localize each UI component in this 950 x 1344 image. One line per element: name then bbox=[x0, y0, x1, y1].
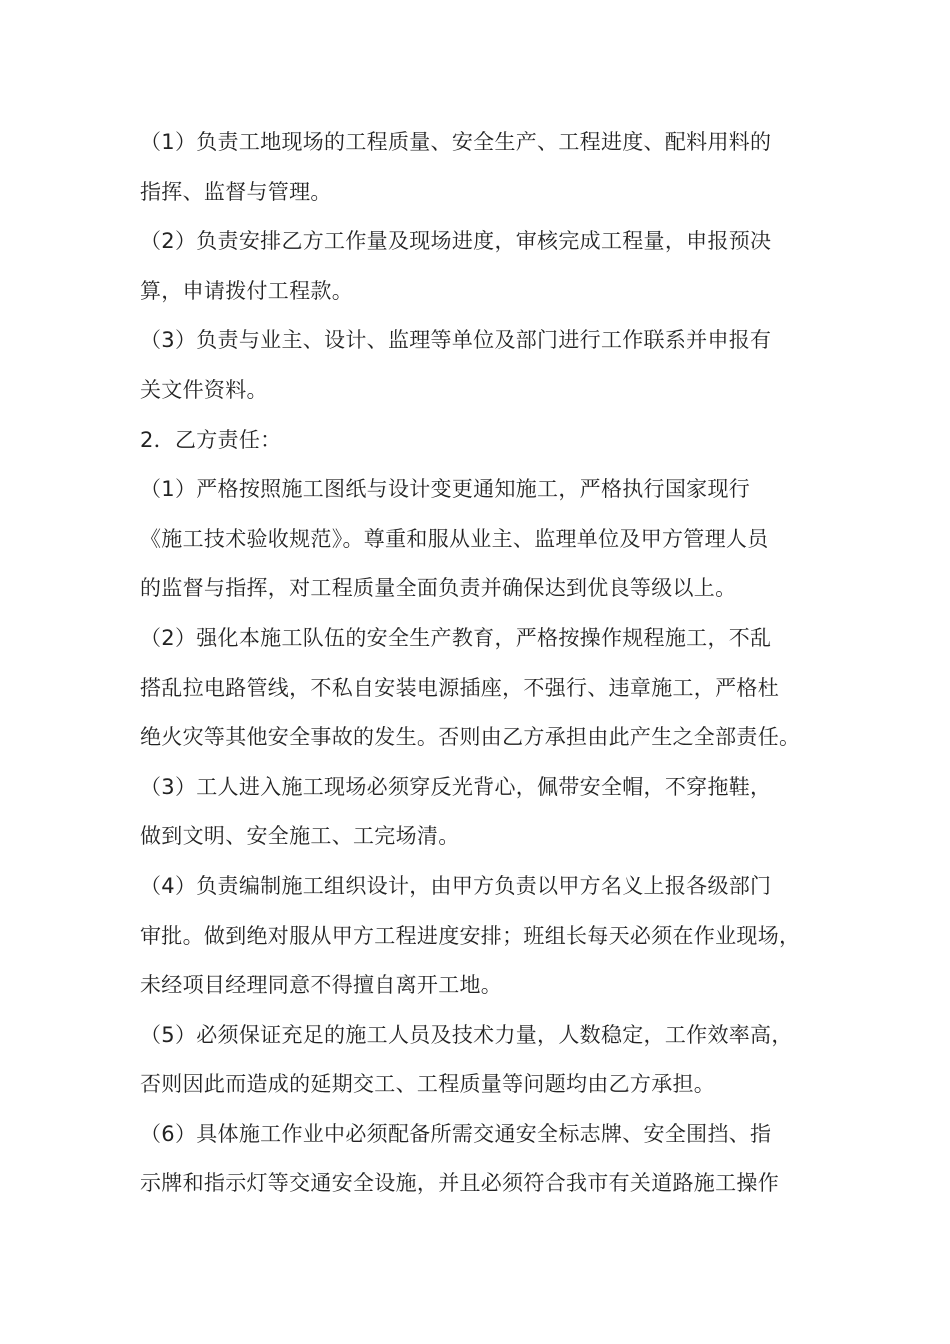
text-line-5: （3）负责与业主、设计、监理等单位及部门进行工作联系并申报有 bbox=[140, 328, 772, 353]
text-line-18: 未经项目经理同意不得擅自离开工地。 bbox=[140, 973, 503, 998]
text-line-1: （1）负责工地现场的工程质量、安全生产、工程进度、配料用料的 bbox=[140, 130, 772, 154]
text-line-8: （1）严格按照施工图纸与设计变更通知施工，严格执行国家现行 bbox=[140, 477, 751, 502]
text-line-21: （6）具体施工作业中必须配备所需交通安全标志牌、安全围挡、指 bbox=[140, 1121, 772, 1146]
text-line-15: 做到文明、安全施工、工完场清。 bbox=[140, 824, 460, 849]
text-line-20: 否则因此而造成的延期交工、工程质量等问题均由乙方承担。 bbox=[140, 1072, 716, 1097]
text-line-4: 算，申请拨付工程款。 bbox=[140, 278, 353, 303]
text-line-12: 搭乱拉电路管线，不私自安装电源插座，不强行、违章施工，严格杜 bbox=[140, 675, 779, 700]
text-line-19: （5）必须保证充足的施工人员及技术力量，人数稳定，工作效率高， bbox=[140, 1022, 793, 1047]
text-line-2: 指挥、监督与管理。 bbox=[140, 179, 332, 204]
text-line-6: 关文件资料。 bbox=[140, 377, 268, 402]
text-line-3: （2）负责安排乙方工作量及现场进度，审核完成工程量，申报预决 bbox=[140, 229, 772, 254]
text-line-11: （2）强化本施工队伍的安全生产教育，严格按操作规程施工，不乱 bbox=[140, 625, 772, 650]
body-text bbox=[140, 118, 840, 1209]
text-line-13: 绝火灾等其他安全事故的发生。否则由乙方承担由此产生之全部责任。 bbox=[140, 725, 801, 750]
text-line-10: 的监督与指挥，对工程质量全面负责并确保达到优良等级以上。 bbox=[140, 576, 737, 601]
text-line-9: 《施工技术验收规范》。尊重和服从业主、监理单位及甲方管理人员 bbox=[140, 526, 769, 551]
text-line-16: （4）负责编制施工组织设计，由甲方负责以甲方名义上报各级部门 bbox=[140, 873, 772, 898]
text-line-14: （3）工人进入施工现场必须穿反光背心，佩带安全帽，不穿拖鞋， bbox=[140, 774, 772, 799]
text-line-22: 示牌和指示灯等交通安全设施，并且必须符合我市有关道路施工操作 bbox=[140, 1171, 779, 1196]
section-heading: 2．乙方责任： bbox=[140, 427, 282, 452]
text-line-17: 审批。做到绝对服从甲方工程进度安排；班组长每天必须在作业现场， bbox=[140, 923, 801, 948]
